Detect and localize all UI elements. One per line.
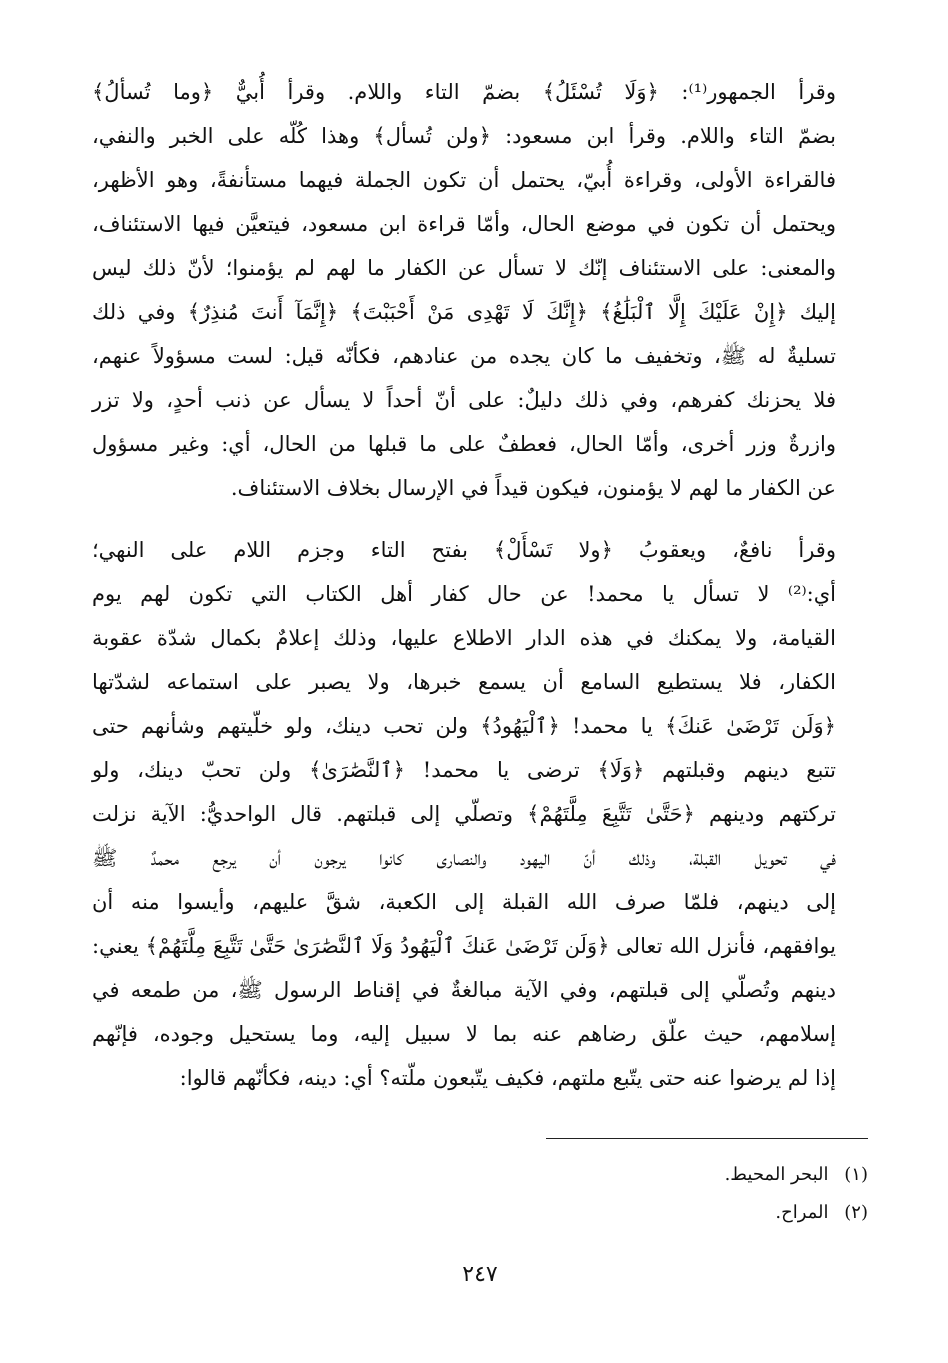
page-number: ٢٤٧ <box>462 1262 498 1287</box>
text-line: ﴿وَلَن تَرْضَىٰ عَنكَ﴾ يا محمد! ﴿ٱلْيَهُودُ﴾ ولن تحب دينك، ولو خلّيتهم وشأنهم حتى <box>92 714 836 738</box>
text-line: إسلامهم، حيث علّق رضاهم عنه بما لا سبيل إليه، وما يستحيل وجوده، فإنّهم <box>92 1022 836 1046</box>
footnote-1 <box>92 1156 868 1194</box>
text-line: تركتهم ودينهم ﴿حَتَّىٰ تَتَّبِعَ مِلَّتَهُمْ﴾ وتصلّي إلى قبلتهم. قال الواحديُّ: الآية نزلت <box>92 802 836 826</box>
text-line: إلى دينهم، فلمّا صرف الله القبلة إلى الكعبة، شقَّ عليهم، وأيسوا منه أن <box>92 890 836 914</box>
text-line: فلا يحزنك كفرهم، وفي ذلك دليلٌ: على أنّ أحداً لا يسأل عن ذنب أحدٍ، ولا تزر <box>92 388 836 412</box>
text-line: تتبع دينهم وقبلتهم ﴿وَلَا﴾ ترضى يا محمد! ﴿ٱلنَّصَٰرَىٰ﴾ ولن تحبّ دينك، ولو <box>92 758 836 782</box>
text-line: الكفار، فلا يستطيع السامع أن يسمع خبرها، ولا يصبر على استماعه لشدّتها <box>92 670 836 694</box>
text-line: والمعنى: على الاستئناف إنّك لا تسأل عن الكفار ما لهم لم يؤمنوا؛ لأنّ ذلك ليس <box>92 256 836 280</box>
text-line: تسليةٌ له ﷺ، وتخفيف ما كان يجده من عنادهم، فكأنّه قيل: لست مسؤولاً عنهم، <box>92 344 836 368</box>
text-line: وقرأ الجمهور⁽¹⁾: ﴿وَلَا تُسْئَلُ﴾ بضمّ التاء واللام. وقرأ أُبيٌّ ﴿وما تُسألُ﴾ <box>92 80 836 104</box>
text-line: وقرأ نافعٌ، ويعقوبُ ﴿ولا تَسْأَلْ﴾ بفتح التاء وجزم اللام على النهي؛ <box>92 538 836 562</box>
text-line: أي:⁽²⁾ لا تسأل يا محمد! عن حال كفار أهل الكتاب التي تكون لهم يوم <box>92 582 836 606</box>
paragraph-qiraat-tusal <box>92 70 868 510</box>
footnote-number: (٢) <box>844 1202 868 1223</box>
text-line: في تحويل القبلة، وذلك أنّ اليهود والنصارى كانوا يرجون أن يرجع محمدٌ ﷺ <box>92 846 836 870</box>
text-line: ويحتمل أن تكون في موضع الحال، وأمّا قراءة ابن مسعود، فيتعيَّن فيها الاستئناف، <box>92 212 836 236</box>
footnote-separator <box>546 1138 868 1139</box>
text-line: يوافقهم، فأنزل الله تعالى ﴿وَلَن تَرْضَىٰ عَنكَ ٱلْيَهُودُ وَلَا ٱلنَّصَٰرَىٰ حَتَّىٰ تَتَّبِعَ مِلَّتَهُمْ﴾ يعني: <box>92 934 836 958</box>
footnote-text: البحر المحيط. <box>724 1164 829 1185</box>
text-line: وازرةٌ وزر أخرى، وأمّا الحال، فعطفٌ على ما قبلها من الحال، أي: وغير مسؤول <box>92 432 836 456</box>
footnote-number: (١) <box>844 1164 868 1185</box>
text-line: بضمّ التاء واللام. وقرأ ابن مسعود: ﴿ولن تُسأل﴾ وهذا كُلّه على الخبر والنفي، <box>92 124 836 148</box>
page-content <box>92 70 868 1310</box>
text-line: إليك ﴿إِنْ عَلَيْكَ إِلَّا ٱلْبَلَٰغُ﴾ ﴿إِنَّكَ لَا تَهْدِى مَنْ أَحْبَبْتَ﴾ ﴿إِنَّمَآ أَنتَ مُنذِرٌ﴾ وفي ذلك <box>92 300 836 324</box>
text-line: إذا لم يرضوا عنه حتى يتّبع ملتهم، فكيف يتّبعون ملّته؟ أي: دينه، فكأنّهم قالوا: <box>179 1066 836 1090</box>
paragraph-nafi-yaqub <box>92 528 868 1100</box>
footnote-text: المراح. <box>775 1202 829 1223</box>
text-line: فالقراءة الأولى، وقراءة أُبيّ، يحتمل أن تكون الجملة فيهما مستأنفةً، وهو الأظهر، <box>92 168 836 192</box>
text-line: دينهم وتُصلّي إلى قبلتهم، وفي الآية مبالغةٌ في إقناط الرسول ﷺ، من طمعه في <box>92 978 836 1002</box>
footnote-2 <box>92 1194 868 1232</box>
text-line: عن الكفار ما لهم لا يؤمنون، فيكون قيداً في الإرسال بخلاف الاستئناف. <box>230 476 836 500</box>
text-line: القيامة، ولا يمكنك في هذه الدار الاطلاع عليها، وذلك إعلامٌ بكمال شدّة عقوبة <box>92 626 836 650</box>
footnotes <box>92 1156 868 1232</box>
